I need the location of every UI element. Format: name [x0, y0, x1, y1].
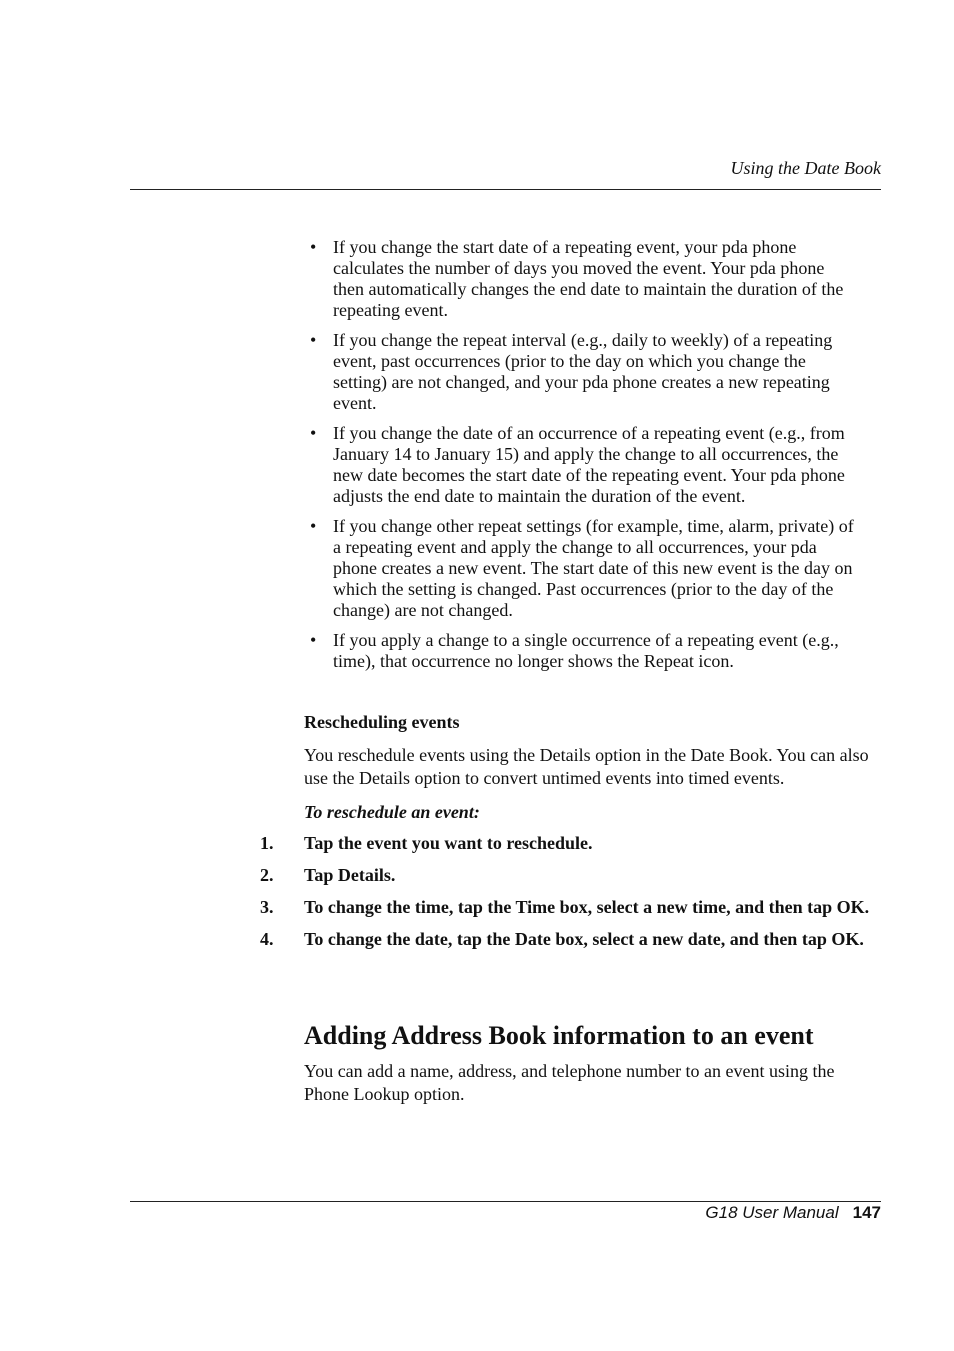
header-rule [130, 189, 881, 190]
step-item [260, 896, 882, 918]
bullet-text: If you apply a change to a single occurrence of a repeating event (e.g., time), that occurrence no longer shows the Repeat icon. [333, 630, 839, 671]
list-item [310, 237, 858, 321]
bullet-icon: • [310, 516, 317, 536]
steps-list [260, 832, 882, 960]
page-number: 147 [852, 1203, 881, 1222]
list-item [310, 516, 858, 621]
rescheduling-body: You reschedule events using the Details option in the Date Book. You can also use the Details option to convert untimed events into timed events. [304, 745, 869, 788]
bullet-text: If you change other repeat settings (for example, time, alarm, private) of a repeating event and apply the change to all occurrences, your pda phone creates a new event. The start date of this new event is the day on which the setting is changed. Past occurrences (prior to the day of the change) are not changed. [333, 516, 854, 620]
procedure-title: To reschedule an event: [304, 802, 480, 822]
list-item [310, 423, 858, 507]
bullet-text: If you change the repeat interval (e.g., daily to weekly) of a repeating event, past occurrences (prior to the day on which you change the setting) are not changed, and your pda phone creates a new repeating event. [333, 330, 833, 413]
step-number: 3. [260, 897, 274, 917]
running-header: Using the Date Book [730, 158, 881, 178]
page-footer [705, 1203, 881, 1223]
step-text: Tap the event you want to reschedule. [304, 833, 593, 853]
bullet-list [310, 237, 858, 681]
step-number: 4. [260, 929, 274, 949]
section-body: You can add a name, address, and telephone number to an event using the Phone Lookup option. [304, 1061, 835, 1104]
bullet-icon: • [310, 330, 317, 350]
rescheduling-heading: Rescheduling events [304, 712, 460, 732]
step-item [260, 832, 882, 854]
step-text: Tap Details. [304, 865, 396, 885]
step-number: 1. [260, 833, 274, 853]
bullet-icon: • [310, 237, 317, 257]
step-text: To change the date, tap the Date box, select a new date, and then tap OK. [304, 929, 864, 949]
step-number: 2. [260, 865, 274, 885]
manual-title: G18 User Manual [705, 1203, 839, 1222]
step-text: To change the time, tap the Time box, select a new time, and then tap OK. [304, 897, 870, 917]
bullet-icon: • [310, 423, 317, 443]
step-item [260, 928, 882, 950]
section-heading: Adding Address Book information to an event [304, 1021, 814, 1050]
step-item [260, 864, 882, 886]
footer-rule [130, 1201, 881, 1202]
bullet-icon: • [310, 630, 317, 650]
bullet-text: If you change the start date of a repeating event, your pda phone calculates the number of days you moved the event. Your pda phone then automatically changes the end date to maintain the duration of the repeating event. [333, 237, 844, 320]
list-item [310, 330, 858, 414]
list-item [310, 630, 858, 672]
bullet-text: If you change the date of an occurrence of a repeating event (e.g., from January 14 to January 15) and apply the change to all occurrences, the new date becomes the start date of the repeating event. Your pda phone adjusts the end date to maintain the duration of the event. [333, 423, 845, 506]
